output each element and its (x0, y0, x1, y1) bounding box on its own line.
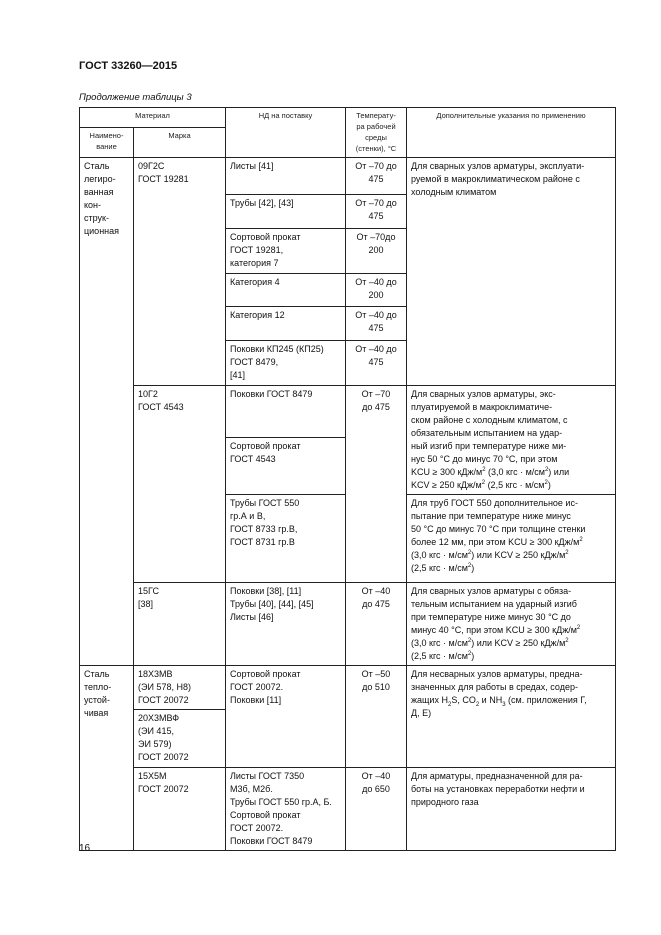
material-name: Сталь тепло- устой- чивая (80, 666, 134, 851)
temp-cell: От –40 до 475 (346, 341, 407, 386)
table-row (80, 158, 616, 195)
material-name: Сталь легиро- ванная кон- струк- ционная (80, 158, 134, 666)
material-grade: 09Г2С ГОСТ 19281 (134, 158, 226, 386)
temp-cell: От –70 до 475 (346, 386, 407, 583)
nd-cell: Листы [41] (226, 158, 346, 195)
material-grade: 18Х3МВ (ЭИ 578, Н8) ГОСТ 20072 (134, 666, 226, 710)
page-number: 16 (79, 843, 91, 854)
notes-cell: Для несварных узлов арматуры, предна- значенных для работы в средах, содер- жащих $H_2S$, $CO_2$ и $NH_3$ (см. приложения Г, Д, Е) (407, 666, 616, 768)
temp-cell: От –40 до 200 (346, 274, 407, 307)
nd-cell: Трубы ГОСТ 550 гр.А и В, ГОСТ 8733 гр.В, ГОСТ 8731 гр.В (226, 495, 346, 583)
temp-cell: От –70до 200 (346, 229, 407, 274)
materials-table (79, 107, 616, 851)
header-grade: Марка (134, 128, 226, 158)
temp-cell: От –40 до 650 (346, 768, 407, 851)
header-nd: НД на поставку (226, 108, 346, 158)
temp-cell: От –40 до 475 (346, 583, 407, 666)
notes-cell: Для сварных узлов арматуры, экс- плуатируемой в макроклиматиче- ском районе с холодным климатом, с обязательным испытанием на удар- ный изгиб при температуре ниже ми- нус 50 °С до минус 70 °С, при этом KCU ≥ 300 кДж/$м^2$ (3,0 кгс · $м/см^2$) или KCV ≥ 250 кДж/$м^2$ (2,5 кгс · $м/см^2$) (407, 386, 616, 495)
table-row (80, 666, 616, 710)
nd-cell: Поковки ГОСТ 8479 (226, 386, 346, 438)
material-grade: 15Х5М ГОСТ 20072 (134, 768, 226, 851)
header-notes: Дополнительные указания по применению (407, 108, 616, 158)
nd-cell: Поковки [38], [11] Трубы [40], [44], [45] Листы [46] (226, 583, 346, 666)
header-name: Наимено- вание (80, 128, 134, 158)
nd-cell: Сортовой прокат ГОСТ 19281, категория 7 (226, 229, 346, 274)
table-caption: Продолжение таблицы 3 (79, 92, 192, 103)
material-grade: 15ГС [38] (134, 583, 226, 666)
notes-cell: Для арматуры, предназначенной для ра- боты на установках переработки нефти и природного газа (407, 768, 616, 851)
nd-cell: Поковки КП245 (КП25) ГОСТ 8479, [41] (226, 341, 346, 386)
material-grade: 20Х3МВФ (ЭИ 415, ЭИ 579) ГОСТ 20072 (134, 710, 226, 768)
standard-number: ГОСТ 33260—2015 (79, 60, 178, 72)
table-row (80, 386, 616, 438)
nd-cell: Листы ГОСТ 7350 М3б, М2б. Трубы ГОСТ 550 гр.А, Б. Сортовой прокат ГОСТ 20072. Поковки ГОСТ 8479 (226, 768, 346, 851)
notes-cell: Для сварных узлов арматуры, эксплуати- руемой в макроклиматическом районе с холодным климатом (407, 158, 616, 386)
temp-cell: От –70 до 475 (346, 195, 407, 229)
notes-cell: Для труб ГОСТ 550 дополнительное ис- пытание при температуре ниже минус 50 °С до минус 70 °С при толщине стенки более 12 мм, при этом KCU ≥ 300 кДж/$м^2$ (3,0 кгс · $м/см^2$) или KCV ≥ 250 кДж/$м^2$ (2,5 кгс · $м/см^2$) (407, 495, 616, 583)
notes-cell: Для сварных узлов арматуры с обяза- тельным испытанием на ударный изгиб при температуре ниже минус 30 °С до минус 40 °С, при этом KCU ≥ 300 кДж/$м^2$ (3,0 кгс · $м/см^2$) или KCV ≥ 250 кДж/$м^2$ (2,5 кгс · $м/см^2$) (407, 583, 616, 666)
table-row (80, 583, 616, 666)
temp-cell: От –40 до 475 (346, 307, 407, 341)
nd-cell: Сортовой прокат ГОСТ 4543 (226, 437, 346, 494)
nd-cell: Категория 4 (226, 274, 346, 307)
table-row (80, 768, 616, 851)
nd-cell: Сортовой прокат ГОСТ 20072. Поковки [11] (226, 666, 346, 768)
header-material: Материал (80, 108, 226, 128)
header-temp: Температу- ра рабочей среды (стенки), °С (346, 108, 407, 158)
nd-cell: Трубы [42], [43] (226, 195, 346, 229)
temp-cell: От –50 до 510 (346, 666, 407, 768)
material-grade: 10Г2 ГОСТ 4543 (134, 386, 226, 583)
temp-cell: От –70 до 475 (346, 158, 407, 195)
nd-cell: Категория 12 (226, 307, 346, 341)
